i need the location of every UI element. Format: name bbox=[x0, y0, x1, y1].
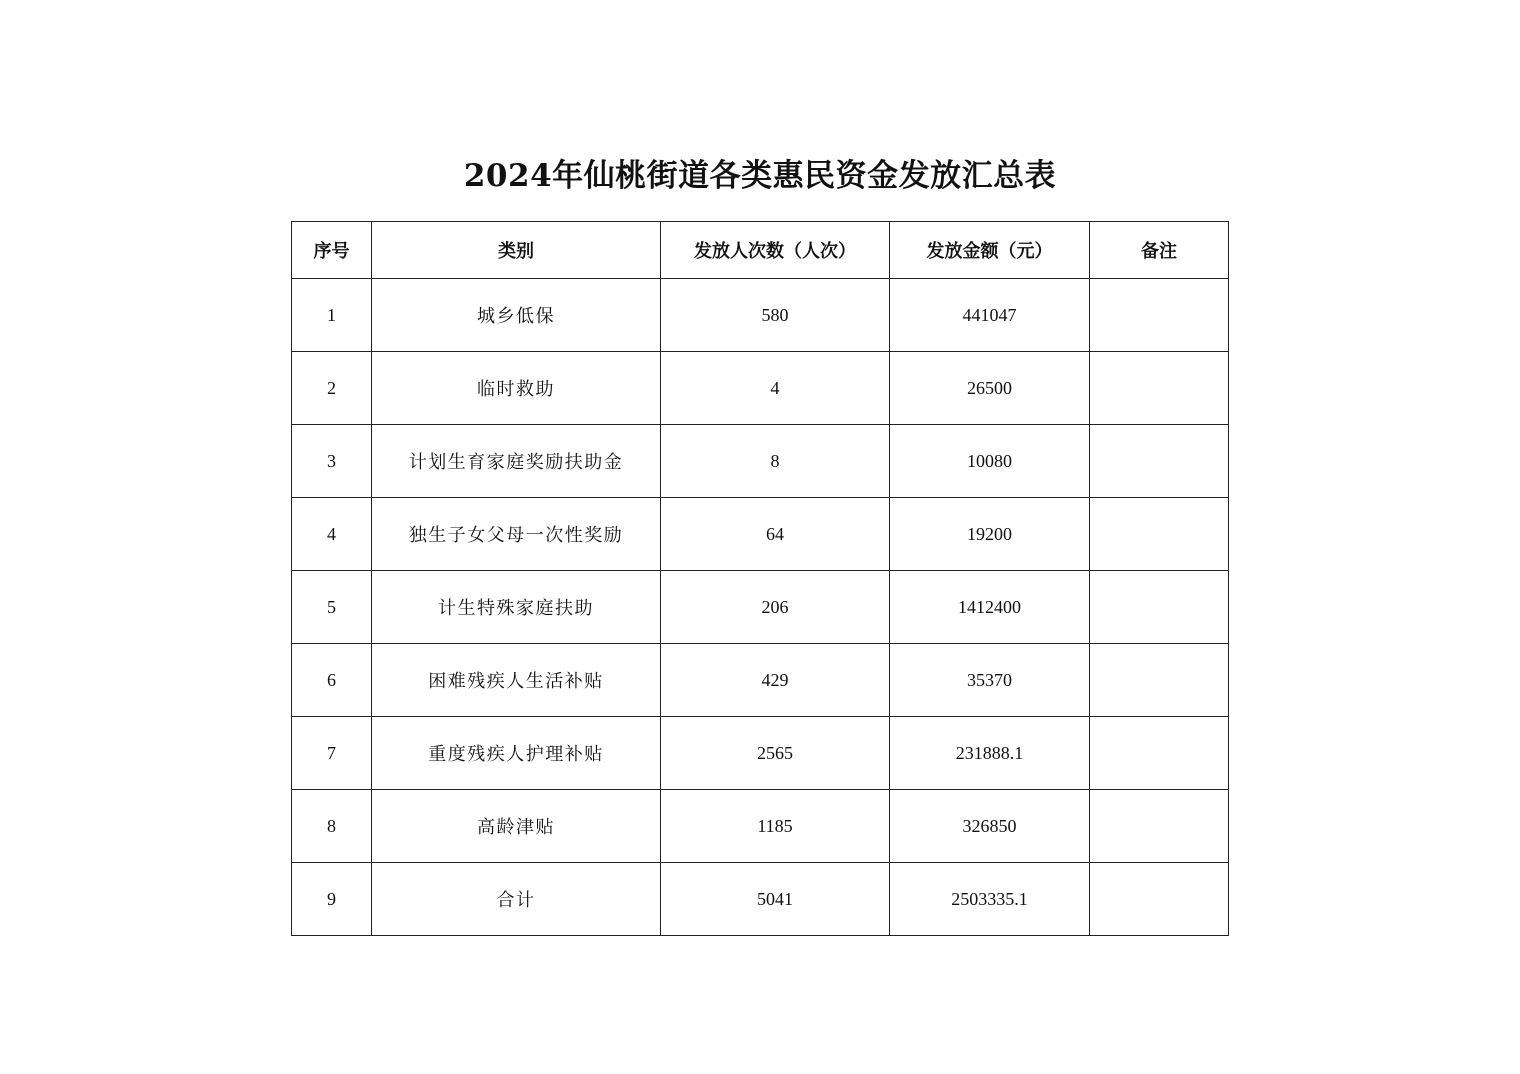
header-category: 类别 bbox=[372, 222, 661, 279]
header-seq: 序号 bbox=[292, 222, 372, 279]
cell-amount: 326850 bbox=[890, 790, 1090, 863]
table-row bbox=[292, 279, 1229, 352]
cell-seq: 2 bbox=[292, 352, 372, 425]
header-note: 备注 bbox=[1090, 222, 1229, 279]
cell-count: 4 bbox=[661, 352, 890, 425]
cell-category: 高龄津贴 bbox=[372, 790, 661, 863]
cell-note bbox=[1090, 644, 1229, 717]
cell-amount: 10080 bbox=[890, 425, 1090, 498]
cell-count: 8 bbox=[661, 425, 890, 498]
cell-category: 独生子女父母一次性奖励 bbox=[372, 498, 661, 571]
cell-count: 580 bbox=[661, 279, 890, 352]
table-row-total bbox=[292, 863, 1229, 936]
cell-seq: 4 bbox=[292, 498, 372, 571]
cell-note bbox=[1090, 790, 1229, 863]
cell-seq: 6 bbox=[292, 644, 372, 717]
cell-category: 城乡低保 bbox=[372, 279, 661, 352]
cell-count: 64 bbox=[661, 498, 890, 571]
cell-note bbox=[1090, 717, 1229, 790]
cell-amount: 231888.1 bbox=[890, 717, 1090, 790]
cell-seq: 3 bbox=[292, 425, 372, 498]
cell-amount: 441047 bbox=[890, 279, 1090, 352]
cell-category: 重度残疾人护理补贴 bbox=[372, 717, 661, 790]
cell-amount: 35370 bbox=[890, 644, 1090, 717]
cell-category: 临时救助 bbox=[372, 352, 661, 425]
cell-count: 2565 bbox=[661, 717, 890, 790]
cell-seq: 8 bbox=[292, 790, 372, 863]
table-header-row bbox=[292, 222, 1229, 279]
cell-count: 429 bbox=[661, 644, 890, 717]
cell-count: 1185 bbox=[661, 790, 890, 863]
summary-table bbox=[291, 221, 1229, 936]
header-count: 发放人次数（人次） bbox=[661, 222, 890, 279]
cell-seq: 1 bbox=[292, 279, 372, 352]
cell-category: 计划生育家庭奖励扶助金 bbox=[372, 425, 661, 498]
cell-count: 206 bbox=[661, 571, 890, 644]
table-row bbox=[292, 425, 1229, 498]
cell-note bbox=[1090, 571, 1229, 644]
cell-count: 5041 bbox=[661, 863, 890, 936]
table-row bbox=[292, 571, 1229, 644]
table-row bbox=[292, 352, 1229, 425]
cell-amount: 2503335.1 bbox=[890, 863, 1090, 936]
cell-seq: 7 bbox=[292, 717, 372, 790]
cell-category: 困难残疾人生活补贴 bbox=[372, 644, 661, 717]
document-title: 2024年仙桃街道各类惠民资金发放汇总表 bbox=[463, 158, 1057, 194]
header-amount: 发放金额（元） bbox=[890, 222, 1090, 279]
cell-note bbox=[1090, 352, 1229, 425]
cell-note bbox=[1090, 425, 1229, 498]
cell-note bbox=[1090, 498, 1229, 571]
cell-amount: 26500 bbox=[890, 352, 1090, 425]
cell-seq: 9 bbox=[292, 863, 372, 936]
table-row bbox=[292, 717, 1229, 790]
cell-seq: 5 bbox=[292, 571, 372, 644]
cell-category: 合计 bbox=[372, 863, 661, 936]
cell-note bbox=[1090, 279, 1229, 352]
cell-amount: 19200 bbox=[890, 498, 1090, 571]
table-row bbox=[292, 498, 1229, 571]
cell-category: 计生特殊家庭扶助 bbox=[372, 571, 661, 644]
table-row bbox=[292, 644, 1229, 717]
cell-amount: 1412400 bbox=[890, 571, 1090, 644]
cell-note bbox=[1090, 863, 1229, 936]
table-row bbox=[292, 790, 1229, 863]
